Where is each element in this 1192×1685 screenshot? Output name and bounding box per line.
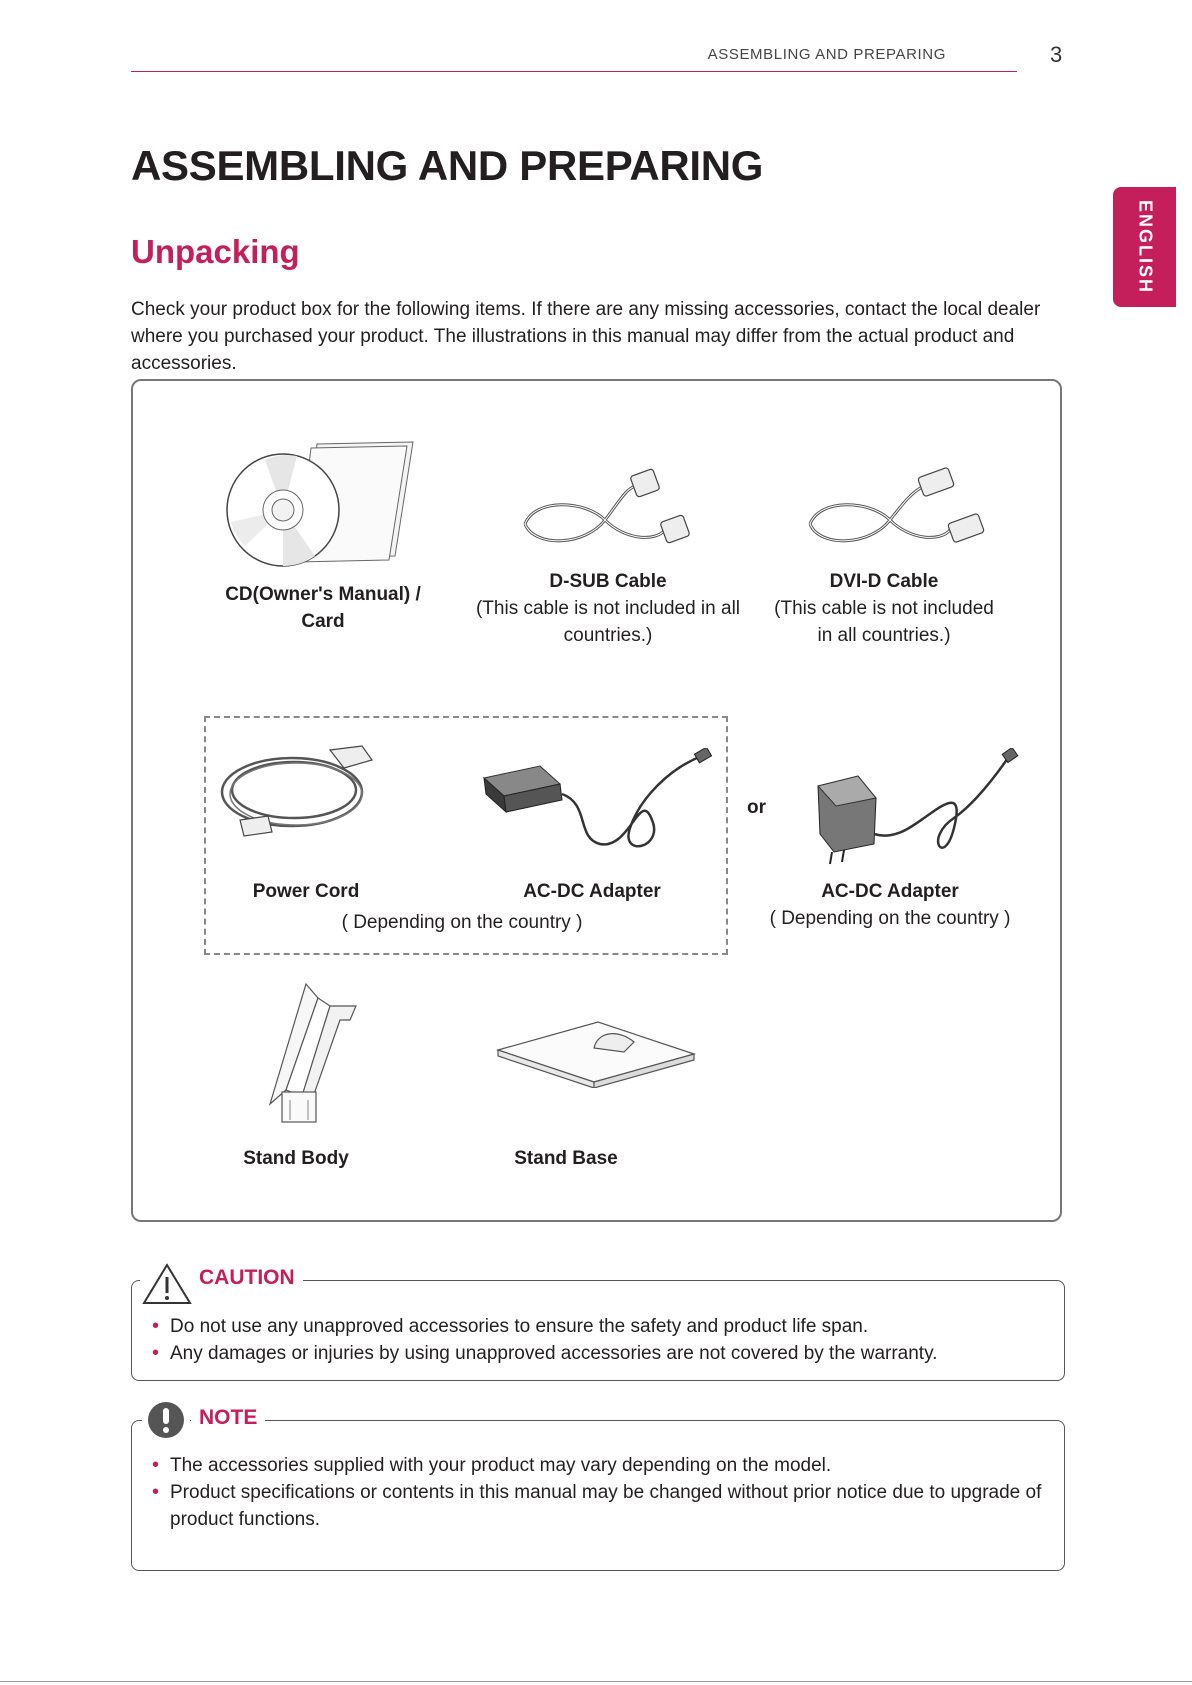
adapter-brick-illustration xyxy=(480,748,716,874)
note-label: NOTE xyxy=(191,1406,265,1430)
caution-list xyxy=(140,1313,1050,1367)
stand-body-illustration xyxy=(252,980,362,1130)
header-divider xyxy=(131,71,1017,72)
or-label: or xyxy=(747,797,766,818)
stand-base-caption xyxy=(496,1145,636,1172)
dsub-name: D-SUB Cable xyxy=(549,571,667,592)
page-number: 3 xyxy=(1050,42,1063,67)
power-cord-caption xyxy=(236,878,376,905)
cd-name-line1: CD(Owner's Manual) / xyxy=(225,584,421,605)
stand-body-name: Stand Body xyxy=(243,1148,349,1169)
cd-card-illustration xyxy=(225,438,425,568)
adapter2-caption xyxy=(760,878,1020,932)
dvi-note-line2: in all countries.) xyxy=(817,625,951,646)
adapter1-name: AC-DC Adapter xyxy=(523,881,661,902)
page-bottom-rule xyxy=(0,1681,1192,1682)
group-note: ( Depending on the country ) xyxy=(341,912,583,933)
dsub-cable-illustration xyxy=(515,462,695,558)
section-heading: Unpacking xyxy=(131,233,300,270)
language-tab xyxy=(1113,187,1176,307)
language-tab-label: ENGLISH xyxy=(1135,199,1155,295)
note-item: • Product specifications or contents in this manual may be changed without prior notice due to upgrade of product functions. xyxy=(140,1479,1050,1533)
stand-base-illustration xyxy=(494,1012,698,1088)
dvi-caption xyxy=(754,568,1014,649)
adapter2-note: ( Depending on the country ) xyxy=(769,908,1011,929)
dvi-cable-illustration xyxy=(800,462,990,558)
dsub-note-line2: countries.) xyxy=(563,625,653,646)
caution-item: • Do not use any unapproved accessories to ensure the safety and product life span. xyxy=(140,1313,1050,1340)
page-title: ASSEMBLING AND PREPARING xyxy=(131,142,764,189)
note-item: • The accessories supplied with your product may vary depending on the model. xyxy=(140,1452,1050,1479)
stand-body-caption xyxy=(226,1145,366,1172)
note-exclamation-icon xyxy=(142,1398,190,1442)
running-header-title: ASSEMBLING AND PREPARING xyxy=(707,46,946,63)
dvi-note-line1: (This cable is not included xyxy=(774,598,994,619)
cd-name-line2: Card xyxy=(301,611,345,632)
cd-caption xyxy=(203,581,443,635)
dvi-name: DVI-D Cable xyxy=(829,571,939,592)
dsub-note-line1: (This cable is not included in all xyxy=(475,598,741,619)
caution-label: CAUTION xyxy=(191,1266,303,1290)
intro-paragraph: Check your product box for the following items. If there are any missing accessories, contact the local dealer where you purchased your product. The illustrations in this manual may differ from the actual product and accessories. xyxy=(131,299,1041,374)
power-cord-name: Power Cord xyxy=(252,881,360,902)
adapter-wallplug-illustration xyxy=(814,748,1020,872)
stand-base-name: Stand Base xyxy=(514,1148,618,1169)
adapter2-name: AC-DC Adapter xyxy=(821,881,959,902)
caution-item: • Any damages or injuries by using unapproved accessories are not covered by the warranty. xyxy=(140,1340,1050,1367)
adapter1-caption xyxy=(502,878,682,905)
note-list xyxy=(140,1452,1050,1533)
dsub-caption xyxy=(458,568,758,649)
warning-triangle-icon xyxy=(140,1262,194,1306)
power-cord-illustration xyxy=(212,736,388,844)
